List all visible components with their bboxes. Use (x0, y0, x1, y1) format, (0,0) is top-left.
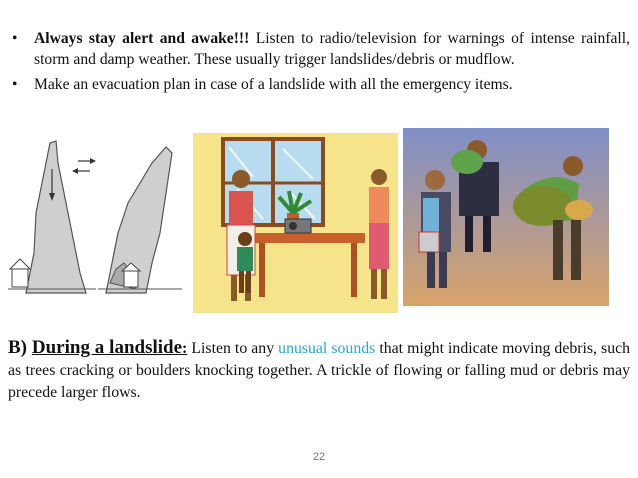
section-heading: During a landslide (31, 337, 183, 358)
bullet-bold-text: Always stay alert and awake!!! (34, 30, 250, 47)
section-text-after: that might indicate moving debris, such as trees cracking or boulders knocking together. A trickle of flowing or falling mud or debris may precede larger flows. (8, 340, 631, 401)
cliff-landslide-diagram (6, 133, 191, 313)
evacuation-icon (403, 128, 609, 306)
page-number: 22 (312, 451, 326, 463)
bullet-item-evacuation (12, 74, 630, 95)
bullet-list (12, 28, 630, 99)
section-prefix: B) (8, 337, 32, 358)
section-colon: : (182, 340, 188, 357)
bullet-item-alert (12, 28, 630, 70)
cliff-icon (6, 133, 191, 313)
bullet-symbol: • (12, 30, 18, 47)
during-landslide-section (8, 337, 630, 404)
bullet-text (34, 74, 630, 95)
bullet-text (34, 28, 630, 70)
section-highlight: unusual sounds (278, 340, 376, 357)
radio-icon (193, 133, 398, 313)
bullet-body-text: Listen to radio/television for warnings of intense rainfall, storm and damp weather. These usually trigger landslides/debris or mudflow. (34, 30, 630, 68)
evacuating-people (403, 128, 609, 306)
bullet-symbol: • (12, 76, 18, 93)
family-listening-radio (193, 133, 398, 313)
section-text-before: Listen to any (187, 340, 279, 357)
bullet-body-text: Make an evacuation plan in case of a landslide with all the emergency items. (34, 76, 513, 93)
